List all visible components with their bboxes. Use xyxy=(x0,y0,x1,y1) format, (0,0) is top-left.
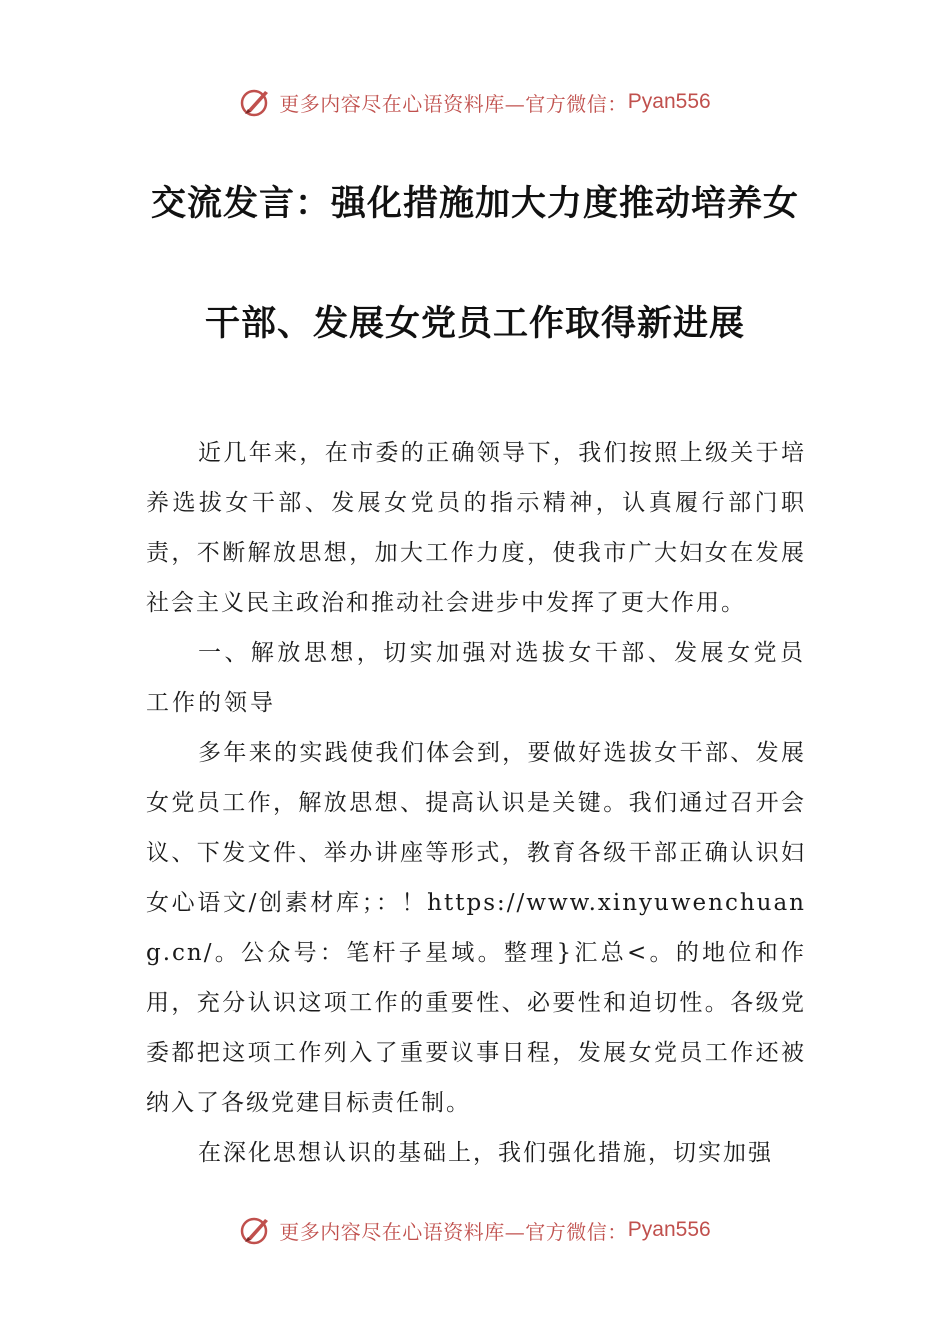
paragraph-intro: 近几年来，在市委的正确领导下，我们按照上级关于培养选拔女干部、发展女党员的指示精神，认真履行部门职责，不断解放思想，加大工作力度，使我市广大妇女在发展社会主义民主政治和推动社会进步中发挥了更大作用。 xyxy=(146,440,806,616)
footer-watermark-banner xyxy=(0,1210,950,1250)
quill-pen-logo-icon xyxy=(239,1213,273,1247)
section-heading-1: 一、解放思想，切实加强对选拔女干部、发展女党员工作的领导 xyxy=(146,640,806,716)
header-watermark-text: 更多内容尽在心语资料库—官方微信： xyxy=(279,91,628,116)
footer-wechat-id: Pyan556 xyxy=(627,1218,711,1241)
document-title-line-2: 干部、发展女党员工作取得新进展 xyxy=(204,304,745,344)
footer-watermark-text: 更多内容尽在心语资料库—官方微信： xyxy=(279,1219,628,1244)
paragraph-measures: 在深化思想认识的基础上，我们强化措施，切实加强 xyxy=(198,1140,773,1166)
quill-pen-logo-icon xyxy=(239,85,273,119)
document-body xyxy=(146,428,806,1178)
header-wechat-id: Pyan556 xyxy=(627,90,711,113)
document-title-line-1: 交流发言：强化措施加大力度推动培养女 xyxy=(150,184,799,224)
paragraph-practice: 多年来的实践使我们体会到，要做好选拔女干部、发展女党员工作，解放思想、提高认识是关键。我们通过召开会议、下发文件、举办讲座等形式，教育各级干部正确认识妇女心语文/创素材库；：！https://www.xinyuwenchuang.cn/。公众号：笔杆子星域。整理}汇总<。的地位和作用，充分认识这项工作的重要性、必要性和迫切性。各级党委都把这项工作列入了重要议事日程，发展女党员工作还被纳入了各级党建目标责任制。 xyxy=(146,740,806,1116)
header-watermark-banner xyxy=(0,82,950,122)
